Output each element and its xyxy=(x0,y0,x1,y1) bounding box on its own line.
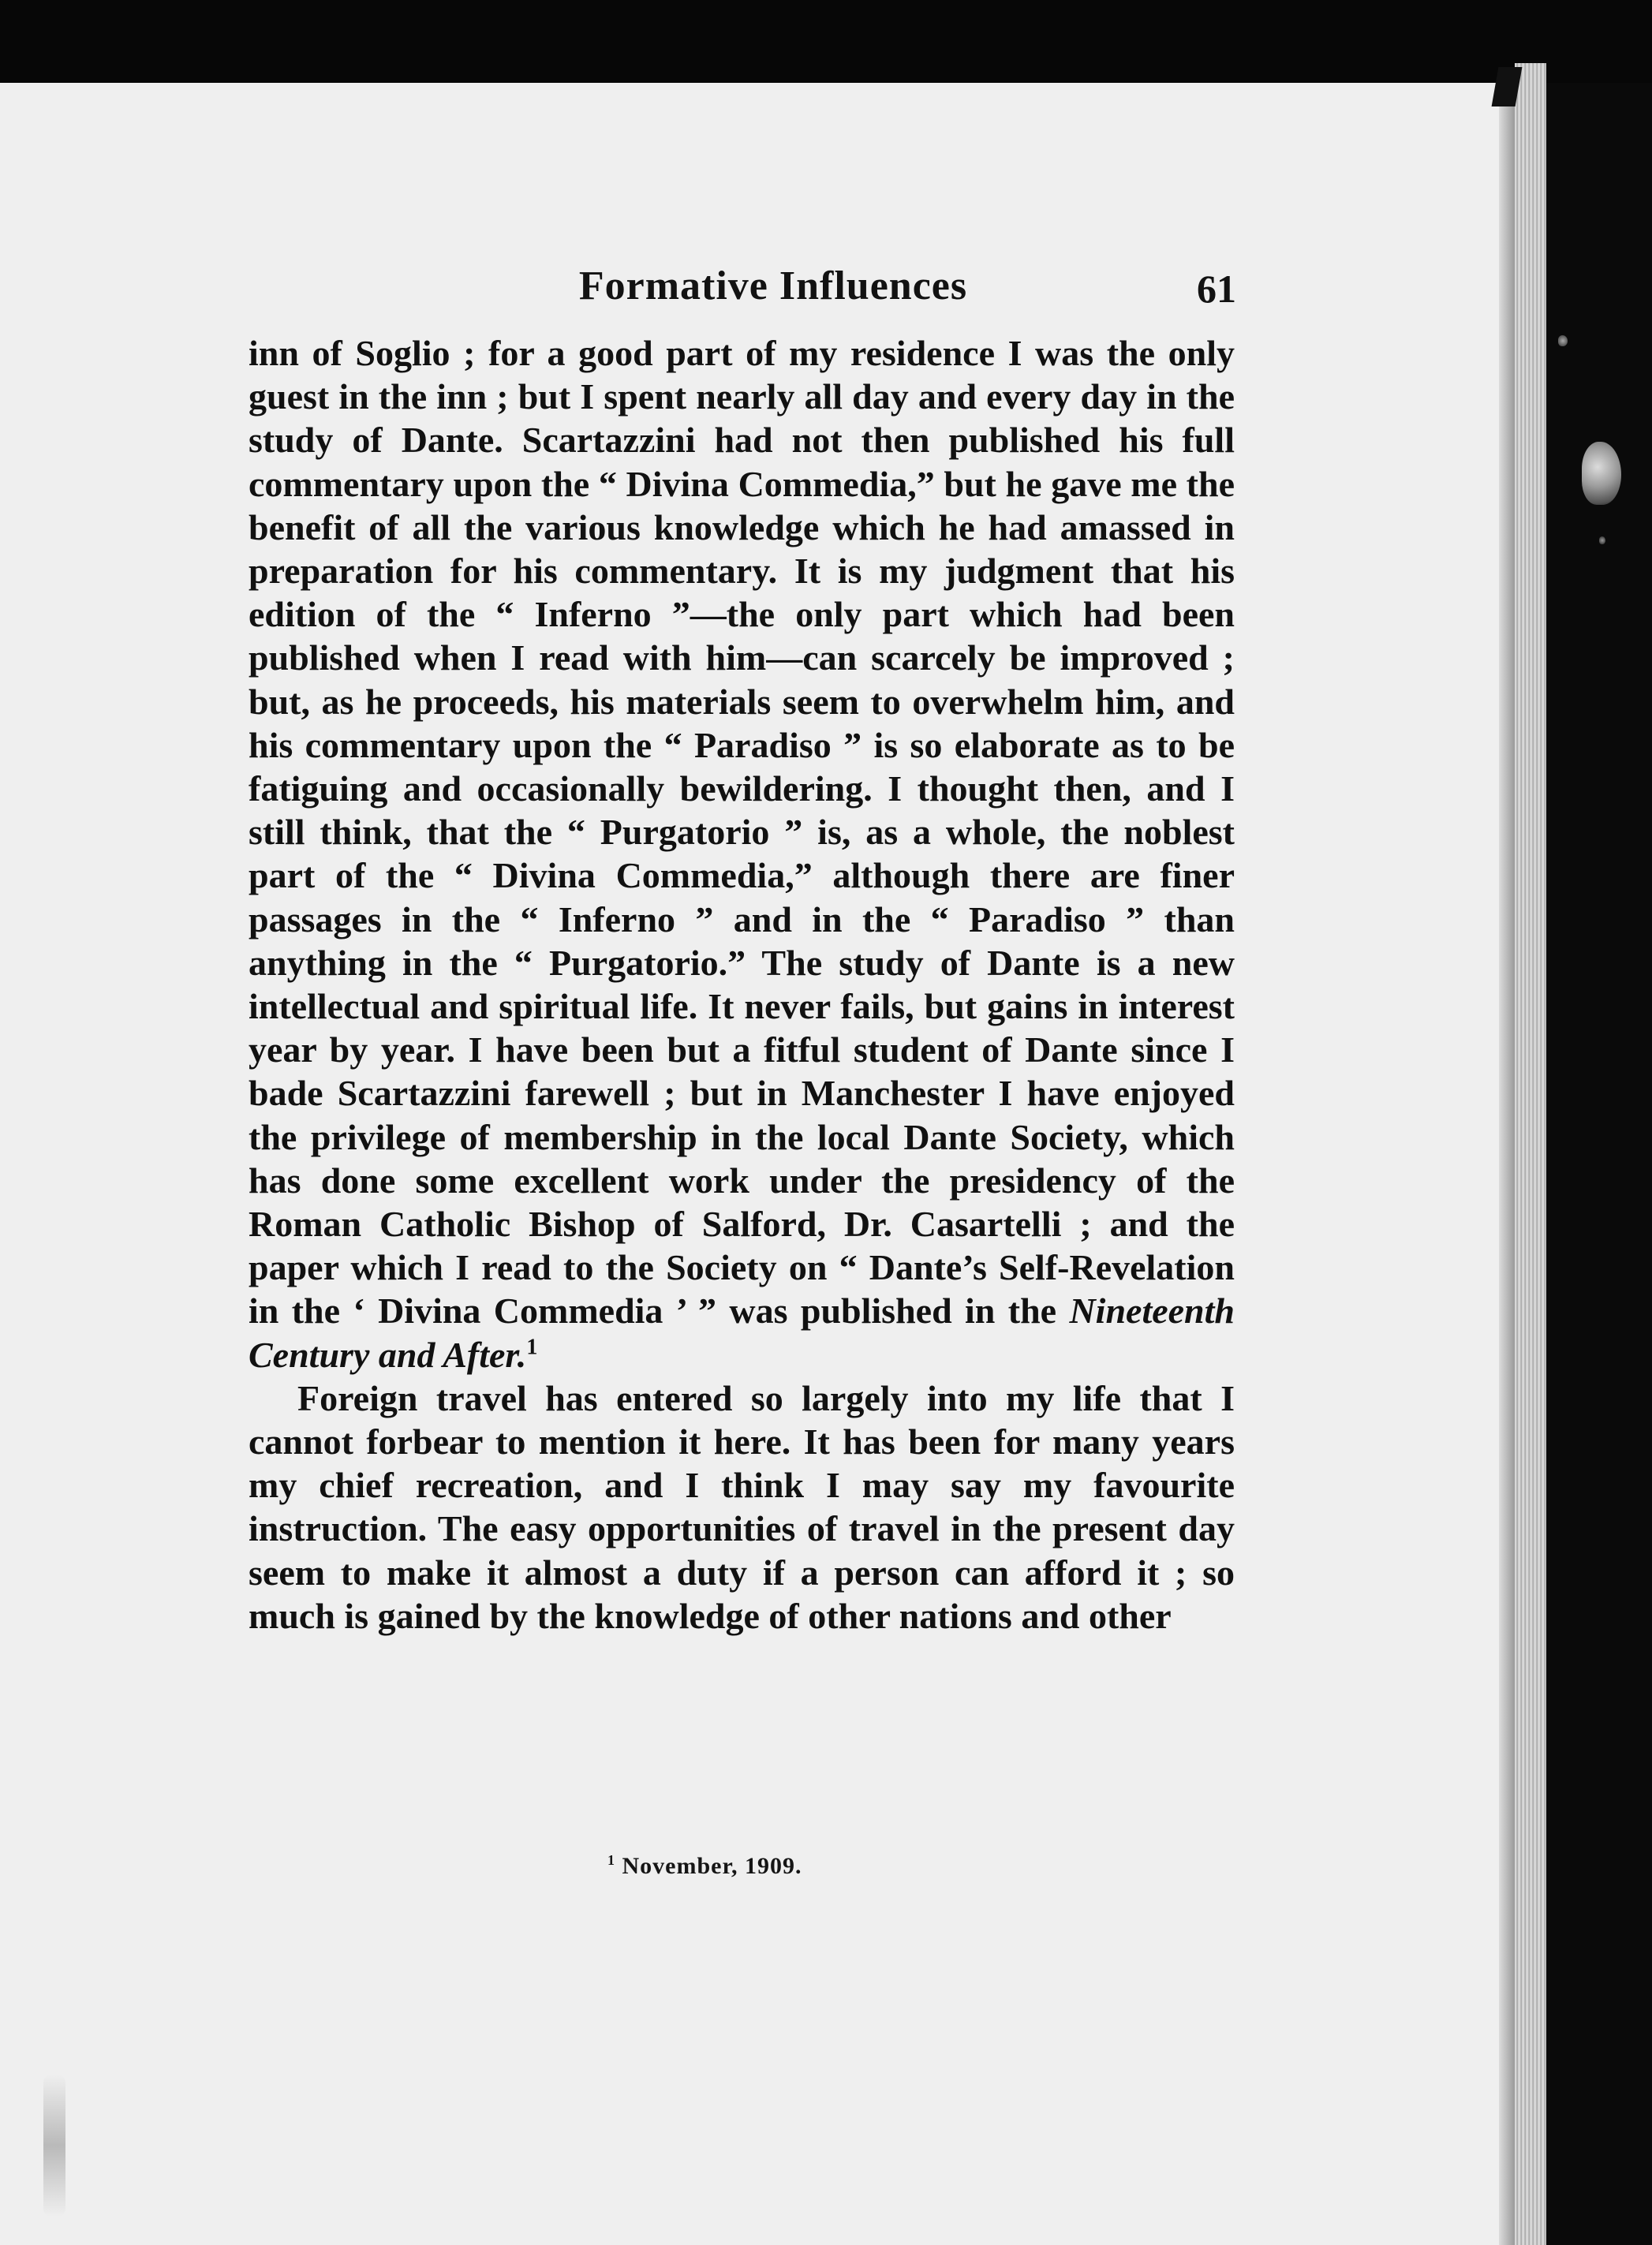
paragraph-2 xyxy=(249,1377,1235,1638)
ink-blot xyxy=(1582,442,1621,505)
scan-background-top xyxy=(0,0,1652,83)
paragraph-2-text: Foreign travel has entered so largely into my life that I cannot forbear to mention it here. It has been for many years my chief recreation, and I think I may say my favourite instruction. The easy opportunities of travel in the present day seem to make it almost a duty if a person can afford it ; so much is gained by the knowledge of other nations and other xyxy=(249,1377,1235,1636)
running-head xyxy=(249,263,1250,318)
page-number: 61 xyxy=(1197,267,1236,311)
page-stack-edge xyxy=(1515,63,1546,2245)
body-text xyxy=(249,331,1235,1638)
page-fold-shadow xyxy=(1499,83,1515,2245)
ink-speck xyxy=(1599,536,1605,544)
footnote-reference: 1 xyxy=(526,1335,538,1360)
journal-title: Nineteenth Century and After. xyxy=(249,1291,1235,1375)
paragraph-1-text: inn of Soglio ; for a good part of my residence I was the only guest in the inn ; but I spent nearly all day and every day in the study of Dante. Scartazzini had not then published his full commentary upon the “ Divina Commedia,” but he gave me the benefit of all the various knowledge which he had amassed in preparation for his commentary. It is my judgment that his edition of the “ Inferno ”—the only part which had been published when I read with him—can scarcely be improved ; but, as he proceeds, his materials seem to overwhelm him, and his commentary upon the “ Paradiso ” is so elaborate as to be fatiguing and occasionally bewildering. I thought then, and I still think, that the “ Purgatorio ” is, as a whole, the noblest part of the “ Divina Commedia,” although there are finer passages in the “ Inferno ” and in the “ Paradiso ” than anything in the “ Purgatorio.” The study of Dante is a new intellectual and spiritual life. It never fails, but gains in interest year by year. I have been but a fitful student of Dante since I bade Scartazzini farewell ; but in Manchester I have enjoyed the privilege of membership in the local Dante Society, which has done some excellent work under the presidency of the Roman Catholic Bishop of Salford, Dr. Casartelli ; and the paper which I read to the Society on “ Dante’s Self-Revelation in the ‘ Divina Commedia ’ ” was published in the xyxy=(249,333,1235,1332)
running-head-title: Formative Influences xyxy=(578,263,968,308)
gutter-smudge xyxy=(43,2075,65,2217)
ink-speck xyxy=(1558,335,1568,346)
footnote-text: November, 1909. xyxy=(622,1853,802,1879)
paragraph-1 xyxy=(249,331,1235,1377)
footnote xyxy=(607,1852,802,1880)
footnote-marker: 1 xyxy=(607,1852,615,1868)
